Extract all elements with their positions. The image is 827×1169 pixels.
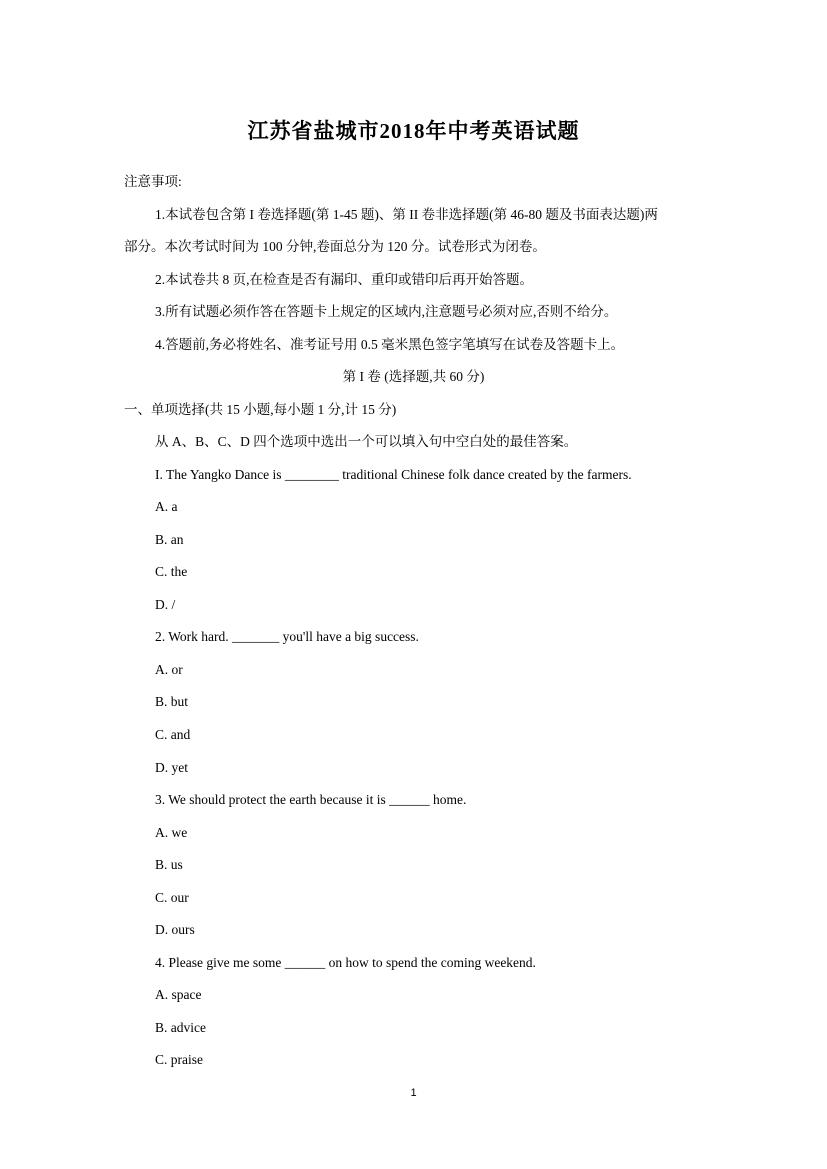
notice-line: 4.答题前,务必将姓名、准考证号用 0.5 毫米黑色签字笔填写在试卷及答题卡上。 <box>155 337 625 352</box>
notice-line: 2.本试卷共 8 页,在检查是否有漏印、重印或错印后再开始答题。 <box>155 272 533 287</box>
page-title: 江苏省盐城市2018年中考英语试题 <box>247 119 580 143</box>
section-instruction: 从 A、B、C、D 四个选项中选出一个可以填入句中空白处的最佳答案。 <box>155 434 578 449</box>
section-heading: 一、单项选择(共 15 小题,每小题 1 分,计 15 分) <box>124 402 397 417</box>
answer-option: A. space <box>155 987 202 1002</box>
question-stem: I. The Yangko Dance is ________ traditional Chinese folk dance created by the farmers. <box>155 467 632 482</box>
answer-option: B. but <box>155 694 189 709</box>
answer-option: D. ours <box>155 922 195 937</box>
answer-option: A. or <box>155 662 183 677</box>
notice-heading: 注意事项: <box>124 174 182 189</box>
answer-option: D. yet <box>155 760 188 775</box>
question-stem: 3. We should protect the earth because it is ______ home. <box>155 792 467 807</box>
page-number: 1 <box>410 1087 417 1099</box>
answer-option: D. / <box>155 597 176 612</box>
answer-option: C. the <box>155 564 188 579</box>
answer-option: B. advice <box>155 1020 206 1035</box>
question-stem: 2. Work hard. _______ you'll have a big success. <box>155 629 419 644</box>
answer-option: C. praise <box>155 1052 203 1067</box>
notice-line: 部分。本次考试时间为 100 分钟,卷面总分为 120 分。试卷形式为闭卷。 <box>124 239 546 254</box>
part-heading: 第 I 卷 (选择题,共 60 分) <box>342 369 485 384</box>
notice-line: 1.本试卷包含第 I 卷选择题(第 1-45 题)、第 II 卷非选择题(第 46-80 题及书面表达题)两 <box>155 207 658 222</box>
question-stem: 4. Please give me some ______ on how to spend the coming weekend. <box>155 955 536 970</box>
notice-line: 3.所有试题必须作答在答题卡上规定的区域内,注意题号必须对应,否则不给分。 <box>155 304 618 319</box>
answer-option: A. a <box>155 499 178 514</box>
answer-option: C. our <box>155 890 189 905</box>
answer-option: B. an <box>155 532 184 547</box>
answer-option: A. we <box>155 825 188 840</box>
answer-option: C. and <box>155 727 191 742</box>
answer-option: B. us <box>155 857 183 872</box>
